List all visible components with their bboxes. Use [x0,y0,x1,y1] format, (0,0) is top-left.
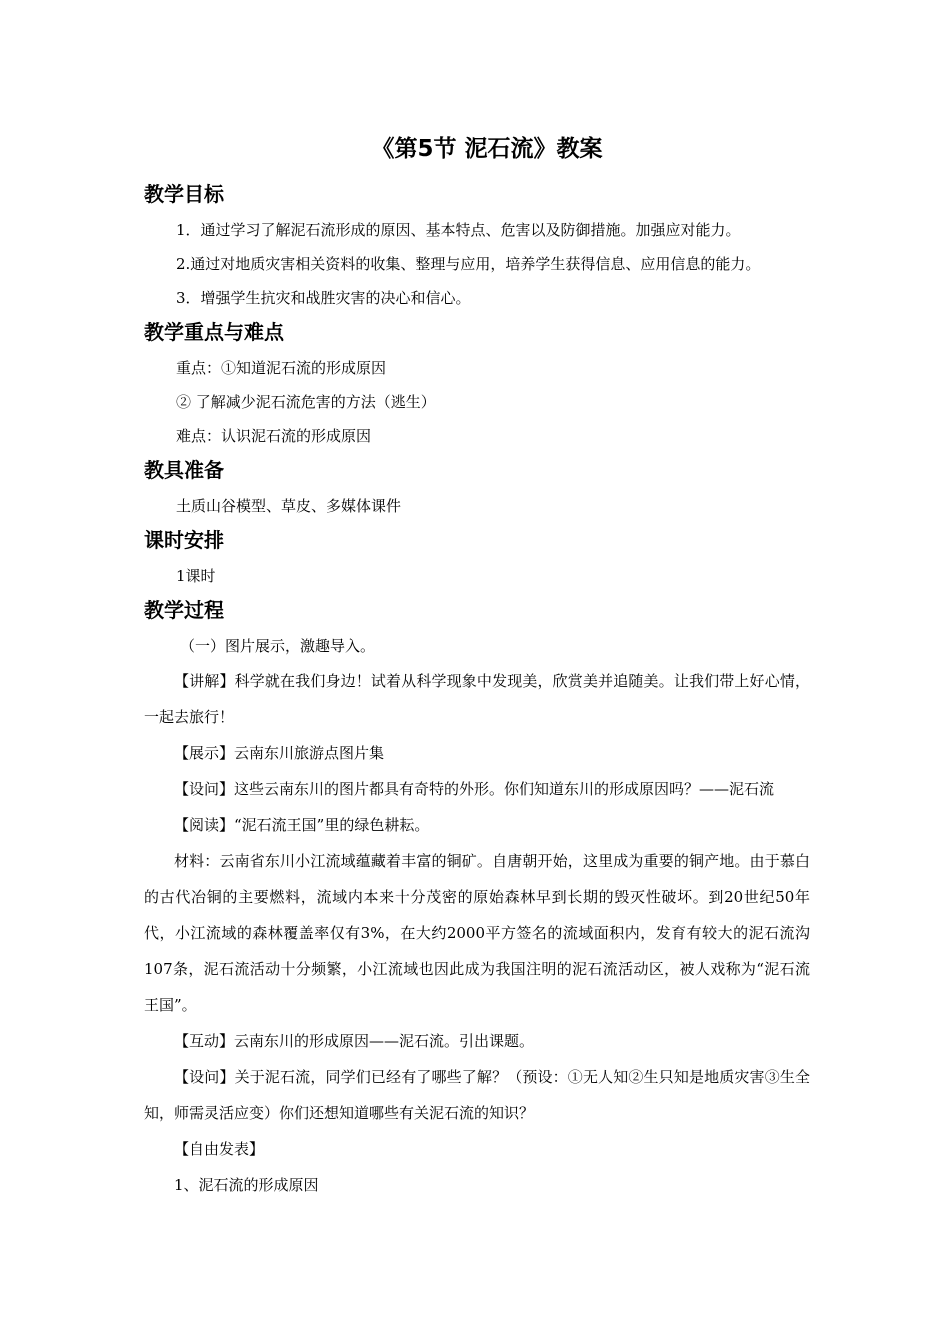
keypoint-item-3: 难点：认识泥石流的形成原因 [176,427,372,445]
section-heading-keypoints: 教学重点与难点 [144,320,284,344]
process-paragraph-read: 【阅读】“泥石流王国”里的绿色耕耘。 [174,816,430,834]
document-title: 《第5节 泥石流》教案 [371,136,603,162]
schedule-text: 1课时 [176,567,216,585]
section-heading-goals: 教学目标 [144,182,224,206]
process-paragraph-explain: 【讲解】科学就在我们身边！试着从科学现象中发现美，欣赏美并追随美。让我们带上好心情，一起去旅行！ [144,672,810,726]
goal-item-2: 2.通过对地质灾害相关资料的收集、整理与应用，培养学生获得信息、应用信息的能力。 [176,255,761,273]
process-paragraph-interact: 【互动】云南东川的形成原因——泥石流。引出课题。 [174,1032,535,1050]
keypoint-item-2: ② 了解减少泥石流危害的方法（逃生） [176,393,436,411]
section-heading-schedule: 课时安排 [144,528,224,552]
materials-text: 土质山谷模型、草皮、多媒体课件 [176,497,402,515]
section-goals [144,179,810,315]
process-paragraph-material: 材料：云南省东川小江流域蕴藏着丰富的铜矿。自唐朝开始，这里成为重要的铜产地。由于慕白的古代冶铜的主要燃料，流域内本来十分茂密的原始森林早到长期的毁灭性破坏。到20世纪50年代，小江流域的森林覆盖率仅有3%，在大约2000平方签名的流域面积内，发育有较大的泥石流沟107条，泥石流活动十分频繁，小江流域也因此成为我国注明的泥石流活动区，被人戏称为“泥石流王国”。 [144,852,810,1014]
keypoint-item-1: 重点：①知道泥石流的形成原因 [176,359,387,377]
process-paragraph-show: 【展示】云南东川旅游点图片集 [174,744,385,762]
process-paragraph-free-speech: 【自由发表】 [174,1140,265,1158]
goal-item-1: 1．通过学习了解泥石流形成的原因、基本特点、危害以及防御措施。加强应对能力。 [176,221,741,239]
section-schedule [144,525,810,593]
process-step-intro: （一）图片展示，激趣导入。 [180,637,376,655]
section-heading-process: 教学过程 [144,598,224,622]
section-keypoints [144,317,810,453]
section-heading-materials: 教具准备 [144,458,224,482]
process-paragraph-cause: 1、泥石流的形成原因 [174,1176,319,1194]
goal-item-3: 3．增强学生抗灾和战胜灾害的决心和信心。 [176,289,471,307]
section-materials [144,455,810,523]
section-process [144,595,810,1203]
process-paragraph-question: 【设问】这些云南东川的图片都具有奇特的外形。你们知道东川的形成原因吗？——泥石流 [174,780,775,798]
process-paragraph-question-2: 【设问】关于泥石流，同学们已经有了哪些了解？（预设：①无人知②生只知是地质灾害③生全知，师需灵活应变）你们还想知道哪些有关泥石流的知识？ [144,1068,810,1122]
